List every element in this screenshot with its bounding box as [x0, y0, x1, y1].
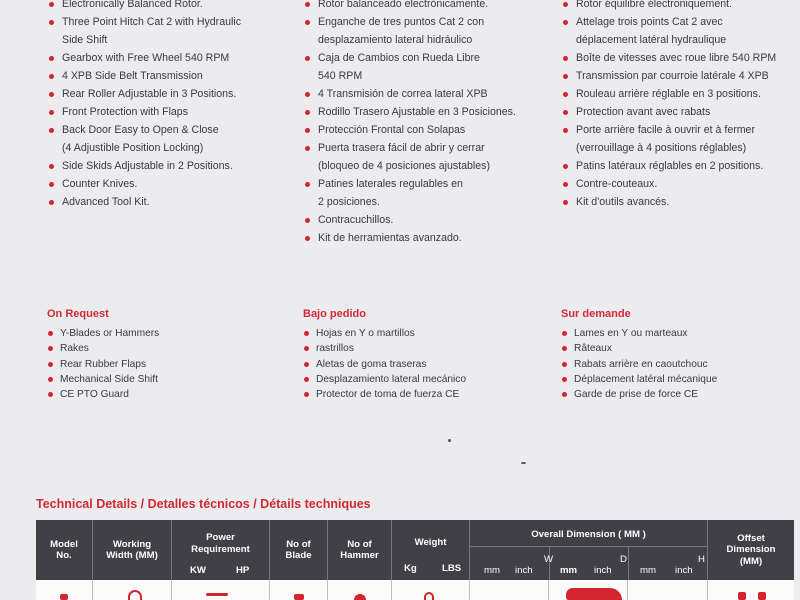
feature-text: 540 RPM: [318, 70, 363, 82]
on-request-en: [36, 306, 276, 402]
feature-list-en: [36, 0, 276, 211]
feature-text: Front Protection with Flaps: [62, 106, 188, 118]
header-hammer: [328, 520, 392, 580]
on-request-list-es: [292, 326, 532, 402]
header-blade: [270, 520, 328, 580]
on-request-es: [292, 306, 532, 402]
feature-list-es: [292, 0, 532, 247]
on-request-item: Lames en Y ou marteaux: [550, 326, 790, 341]
feature-text: Caja de Cambios con Rueda Libre: [318, 52, 480, 64]
feature-text: (verrouillage à 4 positions réglables): [576, 142, 747, 154]
feature-text: Patines laterales regulables en: [318, 178, 463, 190]
table-header: [36, 520, 794, 580]
feature-item: [36, 13, 276, 49]
on-request-item: Déplacement latéral mécanique: [550, 372, 790, 387]
header-kw: KW: [190, 564, 206, 576]
header-offset-line3: (MM): [739, 555, 763, 567]
feature-item: [550, 103, 790, 121]
header-kg: Kg: [404, 562, 417, 574]
technical-table: [36, 520, 794, 600]
header-w-mm: mm: [484, 564, 500, 576]
on-request-title-en: On Request: [47, 308, 109, 320]
on-request-list-fr: [550, 326, 790, 402]
feature-item: [550, 0, 790, 13]
feature-item: [550, 85, 790, 103]
feature-item: [550, 175, 790, 193]
feature-text: Rodillo Trasero Ajustable en 3 Posiciones.: [318, 106, 516, 118]
feature-text: Counter Knives.: [62, 178, 138, 190]
feature-item: [292, 229, 532, 247]
feature-item: [292, 0, 532, 13]
feature-item: [550, 67, 790, 85]
feature-text: Back Door Easy to Open & Close: [62, 124, 219, 136]
feature-text: desplazamiento lateral hidráulico: [318, 34, 473, 46]
feature-item: [550, 193, 790, 211]
feature-text: Rotor balanceado electrónicamente.: [318, 0, 489, 10]
feature-item: [550, 121, 790, 157]
header-model-line2: No.: [56, 550, 72, 561]
header-d-mm: mm: [560, 564, 578, 576]
header-w-inch: inch: [515, 564, 533, 576]
feature-text: Protection avant avec rabats: [576, 106, 711, 118]
print-speck: [521, 462, 526, 464]
feature-item: [292, 49, 532, 85]
feature-item: [36, 0, 276, 13]
table-cell: [470, 580, 549, 600]
technical-details-title: Technical Details / Detalles técnicos / Détails techniques: [36, 497, 371, 511]
on-request-item: Y-Blades or Hammers: [36, 326, 276, 341]
feature-text: Boîte de vitesses avec roue libre 540 RPM: [576, 52, 777, 64]
feature-item: [36, 121, 276, 157]
feature-text: Three Point Hitch Cat 2 with Hydraulic: [62, 16, 241, 28]
feature-item: [292, 175, 532, 211]
on-request-item: Rear Rubber Flaps: [36, 357, 276, 372]
header-lbs: LBS: [442, 562, 462, 574]
feature-item: [292, 85, 532, 103]
on-request-item: rastrillos: [292, 341, 532, 356]
header-width-line1: Working: [112, 538, 152, 550]
header-blade-line2: Blade: [285, 550, 312, 561]
feature-item: [550, 157, 790, 175]
feature-item: [550, 49, 790, 67]
feature-text: Contre-couteaux.: [576, 178, 658, 190]
header-blade-line1: No of: [286, 538, 311, 550]
feature-item: [550, 13, 790, 49]
header-h-inch: inch: [675, 564, 693, 576]
on-request-item: Garde de prise de force CE: [550, 387, 790, 402]
on-request-item: Mechanical Side Shift: [36, 372, 276, 387]
on-request-item: Rabats arrière en caoutchouc: [550, 357, 790, 372]
feature-text: Porte arrière facile à ouvrir et à fermer: [576, 124, 755, 136]
on-request-item: Aletas de goma traseras: [292, 357, 532, 372]
feature-text: Electronically Balanced Rotor.: [62, 0, 203, 10]
feature-text: 4 Transmisión de correa lateral XPB: [318, 88, 488, 100]
feature-text: (4 Adjustible Position Locking): [62, 142, 204, 154]
feature-text: Side Shift: [62, 34, 108, 46]
feature-text: déplacement latéral hydraulique: [576, 34, 727, 46]
header-offset: [708, 520, 794, 580]
feature-item: [292, 211, 532, 229]
feature-item: [36, 49, 276, 67]
feature-text: Attelage trois points Cat 2 avec: [576, 16, 723, 28]
cut-off-red-mark: [424, 592, 434, 600]
on-request-list-en: [36, 326, 276, 402]
header-offset-line2: Dimension: [726, 544, 776, 556]
on-request-title-fr: Sur demande: [561, 308, 631, 320]
feature-text: (bloqueo de 4 posiciones ajustables): [318, 160, 490, 172]
feature-item: [292, 13, 532, 49]
header-hp: HP: [236, 564, 250, 576]
header-model: [36, 520, 93, 580]
feature-text: Enganche de tres puntos Cat 2 con: [318, 16, 485, 28]
cut-off-red-mark: [206, 593, 228, 596]
feature-text: Puerta trasera fácil de abrir y cerrar: [318, 142, 485, 154]
feature-item: [36, 193, 276, 211]
header-power-line2: Requirement: [191, 543, 250, 555]
print-speck: [448, 439, 451, 442]
header-overall-label: Overall Dimension ( MM ): [531, 529, 646, 540]
feature-text: Advanced Tool Kit.: [62, 196, 150, 208]
feature-item: [36, 67, 276, 85]
cut-off-red-mark: [294, 594, 304, 600]
cut-off-red-mark: [758, 592, 766, 600]
header-hammer-line2: Hammer: [340, 550, 379, 561]
header-overall-dimension: [470, 520, 708, 580]
header-h-mm: mm: [640, 564, 656, 576]
feature-text: Side Skids Adjustable in 2 Positions.: [62, 160, 233, 172]
feature-text: Protección Frontal con Solapas: [318, 124, 466, 136]
header-hammer-line1: No of: [347, 538, 372, 550]
cut-off-red-mark: [354, 594, 366, 600]
header-d: D: [620, 554, 627, 565]
cut-off-red-mark: [566, 588, 622, 600]
feature-item: [36, 103, 276, 121]
feature-item: [36, 175, 276, 193]
header-h: H: [698, 554, 705, 565]
header-weight: [392, 520, 470, 580]
feature-text: Transmission par courroie latérale 4 XPB: [576, 70, 769, 82]
feature-text: Rouleau arrière réglable en 3 positions.: [576, 88, 761, 100]
table-cell: [628, 580, 708, 600]
feature-text: 4 XPB Side Belt Transmission: [62, 70, 203, 82]
feature-text: Kit d'outils avancés.: [576, 196, 670, 208]
feature-item: [36, 85, 276, 103]
on-request-fr: [550, 306, 790, 402]
feature-text: Gearbox with Free Wheel 540 RPM: [62, 52, 230, 64]
header-divider: [470, 546, 708, 547]
feature-item: [292, 121, 532, 139]
on-request-title-es: Bajo pedido: [303, 308, 366, 320]
feature-text: Contracuchillos.: [318, 214, 394, 226]
header-width-line2: Width (MM): [106, 550, 158, 561]
cut-off-red-mark: [60, 594, 68, 600]
header-d-inch: inch: [594, 564, 612, 576]
on-request-item: Desplazamiento lateral mecánico: [292, 372, 532, 387]
header-weight-label: Weight: [414, 537, 447, 548]
header-offset-line1: Offset: [737, 532, 765, 544]
feature-item: [36, 157, 276, 175]
on-request-item: Protector de toma de fuerza CE: [292, 387, 532, 402]
cut-off-red-mark: [128, 590, 142, 600]
feature-item: [292, 139, 532, 175]
on-request-item: Hojas en Y o martillos: [292, 326, 532, 341]
feature-text: Patins latéraux réglables en 2 positions.: [576, 160, 764, 172]
feature-text: Rotor équilibré électroniquement.: [576, 0, 733, 10]
header-power-line1: Power: [206, 532, 235, 543]
table-cell: [708, 580, 794, 600]
header-power: [172, 520, 270, 580]
table-row-cut-off: [36, 580, 794, 600]
on-request-item: Râteaux: [550, 341, 790, 356]
header-model-line1: Model: [50, 538, 78, 550]
feature-text: Kit de herramientas avanzado.: [318, 232, 462, 244]
feature-list-fr: [550, 0, 790, 211]
on-request-item: Rakes: [36, 341, 276, 356]
header-width: [93, 520, 172, 580]
header-w: W: [544, 554, 554, 565]
cut-off-red-mark: [738, 592, 746, 600]
on-request-item: CE PTO Guard: [36, 387, 276, 402]
header-divider: [628, 546, 629, 580]
feature-text: 2 posiciones.: [318, 196, 380, 208]
feature-text: Rear Roller Adjustable in 3 Positions.: [62, 88, 237, 100]
table-cell: [172, 580, 270, 600]
feature-item: [292, 103, 532, 121]
